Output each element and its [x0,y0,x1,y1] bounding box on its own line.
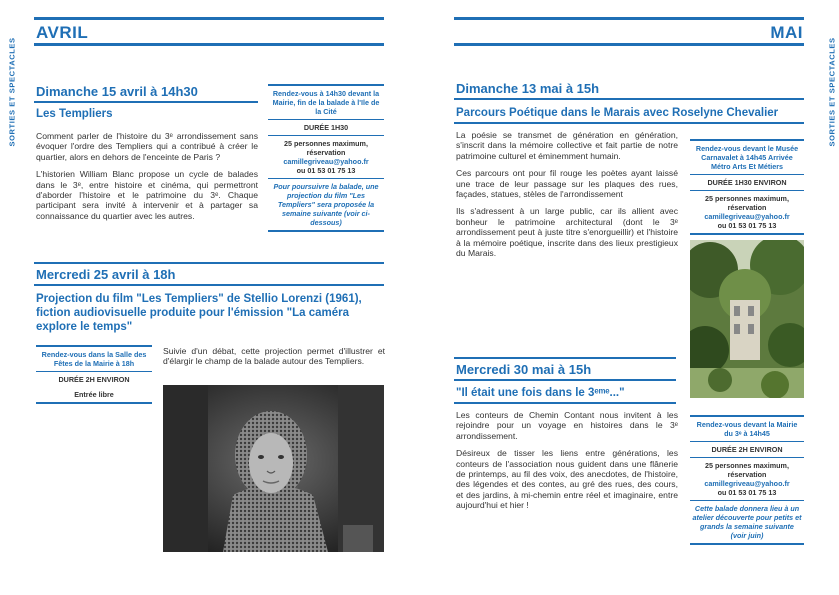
title-underline [454,402,676,404]
duration: DURÉE 1H30 [303,123,349,132]
duration: DURÉE 2H ENVIRON [711,445,783,454]
paragraph: Comment parler de l'histoire du 3ᵉ arrondissement sans évoquer l'ordre des Templiers qui a contribué à créer le quartier, alors en dehors de l'enceinte de Paris ? [36,131,258,162]
event-title: Projection du film "Les Templiers" de Stellio Lorenzi (1961), fiction audiovisuelle produite pour l'émission "La caméra explore le temps" [36,293,362,333]
event-description [36,131,258,228]
capacity: 25 personnes maximum, réservation [705,194,789,212]
event-date: Dimanche 13 mai à 15h [456,81,600,96]
paragraph: L'historien William Blanc propose un cycle de balades dans le 3ᵉ, entre histoire et cinéma, qui permettront d'aborder l'histoire et le patrimoine du 3ᵉ. Chaque participant sera invité à intervenir et à partager sa connaissance du quartier avec les autres. [36,169,258,221]
meeting-point: Rendez-vous devant le Musée Carnavalet à 14h45 Arrivée Métro Arts Et Métiers [695,144,799,171]
event-description [163,346,385,374]
event-description [456,130,678,265]
phone: ou 01 53 01 75 13 [717,221,777,230]
month-rule-top [34,17,384,20]
month-rule-bottom [34,43,384,46]
right-page [420,0,839,595]
month-rule-bottom [454,43,804,46]
paragraph: Suivie d'un débat, cette projection permet d'illustrer et d'élargir le champ de la balade autour des Templiers. [163,346,385,367]
email-link[interactable]: camillegriveau@yahoo.fr [704,212,790,221]
meeting-point: Rendez-vous à 14h30 devant la Mairie, fin de la balade à l'Ile de la Cité [272,89,380,116]
date-underline [34,284,384,286]
entry-info: Entrée libre [74,390,114,399]
event-title: "Il était une fois dans le 3ᵉᵐᵉ..." [456,387,625,399]
capacity: 25 personnes maximum, réservation [705,461,789,479]
date-overline [454,357,676,359]
box-note: Pour poursuivre la balade, une projection du film "Les Templiers" sera proposée la semaine suivante (voir ci-dessous) [273,182,379,227]
paragraph: Désireux de tisser les liens entre générations, les conteurs de l'association nous guident dans une flânerie de printemps, au fil des voix, des anecdotes, de l'histoire, des légendes et des contes, au gré des rues, des cours, et des jardins, à mi-chemin entre réel et imaginaire, entre aujourd'hui et hier ! [456,448,678,511]
box-note: Cette balade donnera lieu à un atelier découverte pour petits et grands la semaine suivante (voir juin) [692,504,802,540]
film-still-image [163,385,384,552]
date-underline [34,101,258,103]
capacity: 25 personnes maximum, réservation [284,139,368,157]
phone: ou 01 53 01 75 13 [717,488,777,497]
info-box [690,415,804,545]
title-underline [454,122,804,124]
date-overline [34,262,384,264]
event-date: Mercredi 25 avril à 18h [36,267,176,282]
paragraph: La poésie se transmet de génération en génération, s'inscrit dans la mémoire collective et fait partie de notre patrimoine culturel et éminemment humain. [456,130,678,161]
info-box [690,139,804,235]
email-link[interactable]: camillegriveau@yahoo.fr [704,479,790,488]
event-title: Parcours Poétique dans le Marais avec Roselyne Chevalier [456,107,779,119]
meeting-point: Rendez-vous dans la Salle des Fêtes de la Mairie à 18h [41,350,147,368]
date-underline [454,379,676,381]
meeting-point: Rendez-vous devant la Mairie du 3ᵉ à 14h45 [696,420,798,438]
info-box [36,345,152,404]
email-link[interactable]: camillegriveau@yahoo.fr [283,157,369,166]
garden-image [690,240,804,398]
month-heading: MAI [770,23,803,42]
month-heading: AVRIL [36,23,89,42]
event-description [456,410,678,518]
paragraph: Ces parcours ont pour fil rouge les poètes ayant laissé une trace de leur passage sur les plaques des rues, façades, statues, stèles de l'arrondissement [456,168,678,200]
event-title: Les Templiers [36,108,113,120]
paragraph: Les conteurs de Chemin Contant nous invitent à les rejoindre pour un voyage en histoires dans le 3ᵉ arrondissement. [456,410,678,441]
event-date: Mercredi 30 mai à 15h [456,362,592,377]
month-rule-top [454,17,804,20]
side-label-left: SORTIES ET SPECTACLES [7,37,17,147]
event-date: Dimanche 15 avril à 14h30 [36,84,198,99]
duration: DURÉE 2H ENVIRON [58,375,130,384]
info-box [268,84,384,232]
duration: DURÉE 1H30 ENVIRON [707,178,787,187]
phone: ou 01 53 01 75 13 [296,166,356,175]
date-underline [454,98,804,100]
paragraph: Ils s'adressent à un large public, car ils allient avec bonheur le patrimoine architectural (dont le 3ᵉ arrondissement peut à juste titre s'enorgueillir) et l'histoire à la mémoire poétique, inscrite dans des lieux prestigieux du Marais. [456,206,678,259]
side-label-right: SORTIES ET SPECTACLES [827,37,837,147]
